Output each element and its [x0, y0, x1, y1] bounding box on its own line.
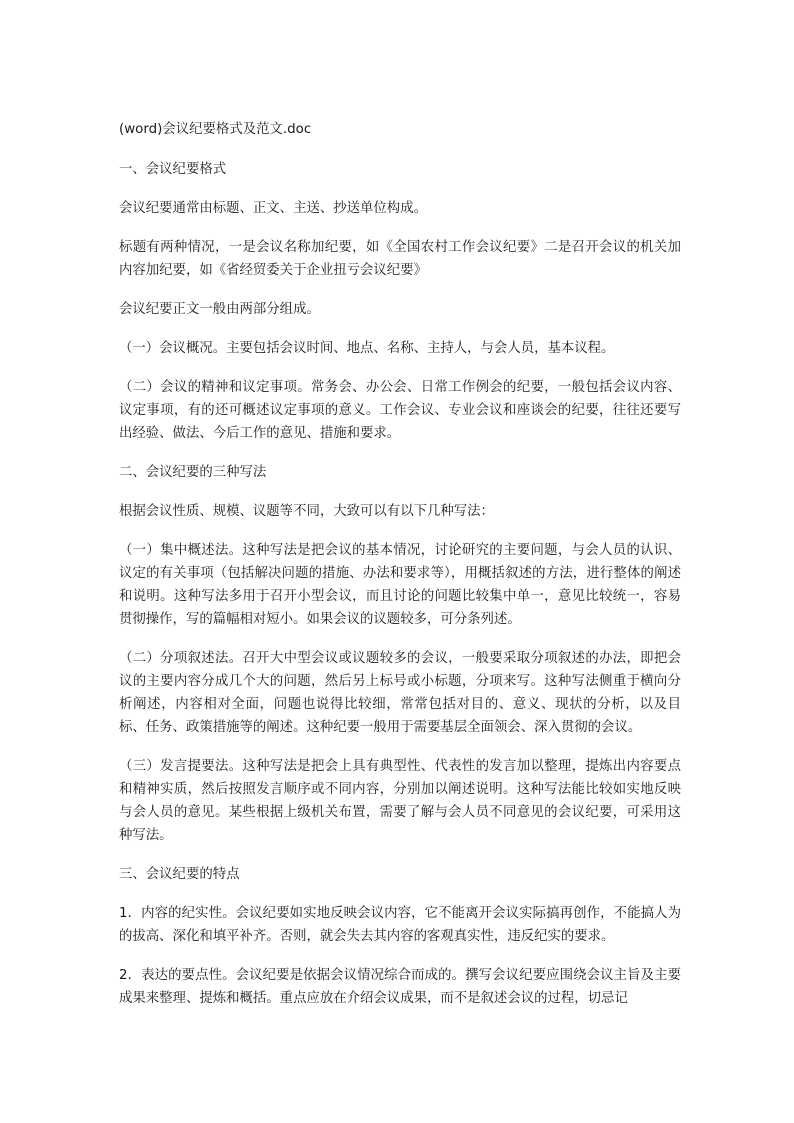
paragraph-feature-2: 2．表达的要点性。会议纪要是依据会议情况综合而成的。撰写会议纪要应围绕会议主旨及主要成果来整理、提炼和概括。重点应放在介绍会议成果，而不是叙述会议的过程，切忌记: [119, 968, 681, 1006]
document-title: (word)会议纪要格式及范文.doc: [119, 122, 312, 137]
paragraph-spirit: （二）会议的精神和议定事项。常务会、办公会、日常工作例会的纪要，一般包括会议内容、议定事项，有的还可概述议定事项的意义。工作会议、专业会议和座谈会的纪要，往往还要写出经验、做法、今后工作的意见、措施和要求。: [119, 380, 681, 441]
paragraph-title-types: 标题有两种情况，一是会议名称加纪要，如《全国农村工作会议纪要》二是召开会议的机关加内容加纪要，如《省经贸委关于企业扭亏会议纪要》: [119, 240, 681, 278]
paragraph-composition: 会议纪要通常由标题、正文、主送、抄送单位构成。: [119, 201, 427, 216]
paragraph-method-1: （一）集中概述法。这种写法是把会议的基本情况，讨论研究的主要问题，与会人员的认识、议定的有关事项（包括解决问题的措施、办法和要求等），用概括叙述的方法，进行整体的阐述和说明。这种写法多用于召开小型会议，而且讨论的问题比较集中单一，意见比较统一，容易贯彻操作，写的篇幅相对短小。如果会议的议题较多，可分条列述。: [119, 543, 681, 627]
paragraph-feature-1: 1．内容的纪实性。会议纪要如实地反映会议内容，它不能离开会议实际搞再创作，不能搞人为的拔高、深化和填平补齐。否则，就会失去其内容的客观真实性，违反纪实的要求。: [119, 906, 681, 944]
paragraph-method-2: （二）分项叙述法。召开大中型会议或议题较多的会议，一般要采取分项叙述的办法，即把会议的主要内容分成几个大的问题，然后另上标号或小标题，分项来写。这种写法侧重于横向分析阐述，内容相对全面，问题也说得比较细，常常包括对目的、意义、现状的分析，以及目标、任务、政策措施等的阐述。这种纪要一般用于需要基层全面领会、深入贯彻的会议。: [119, 651, 681, 735]
document-page: [119, 118, 681, 1010]
paragraph-body-parts: 会议纪要正文一般由两部分组成。: [119, 302, 320, 317]
section-heading-2: 二、会议纪要的三种写法: [119, 465, 267, 480]
paragraph-overview: （一）会议概况。主要包括会议时间、地点、名称、主持人，与会人员，基本议程。: [119, 341, 615, 356]
section-heading-1: 一、会议纪要格式: [119, 162, 227, 177]
section-heading-3: 三、会议纪要的特点: [119, 867, 240, 882]
paragraph-method-3: （三）发言提要法。这种写法是把会上具有典型性、代表性的发言加以整理，提炼出内容要点和精神实质，然后按照发言顺序或不同内容，分别加以阐述说明。这种写法能比较如实地反映与会人员的意见。某些根据上级机关布置，需要了解与会人员不同意见的会议纪要，可采用这种写法。: [119, 759, 681, 843]
paragraph-methods-intro: 根据会议性质、规模、议题等不同，大致可以有以下几种写法：: [119, 504, 494, 519]
